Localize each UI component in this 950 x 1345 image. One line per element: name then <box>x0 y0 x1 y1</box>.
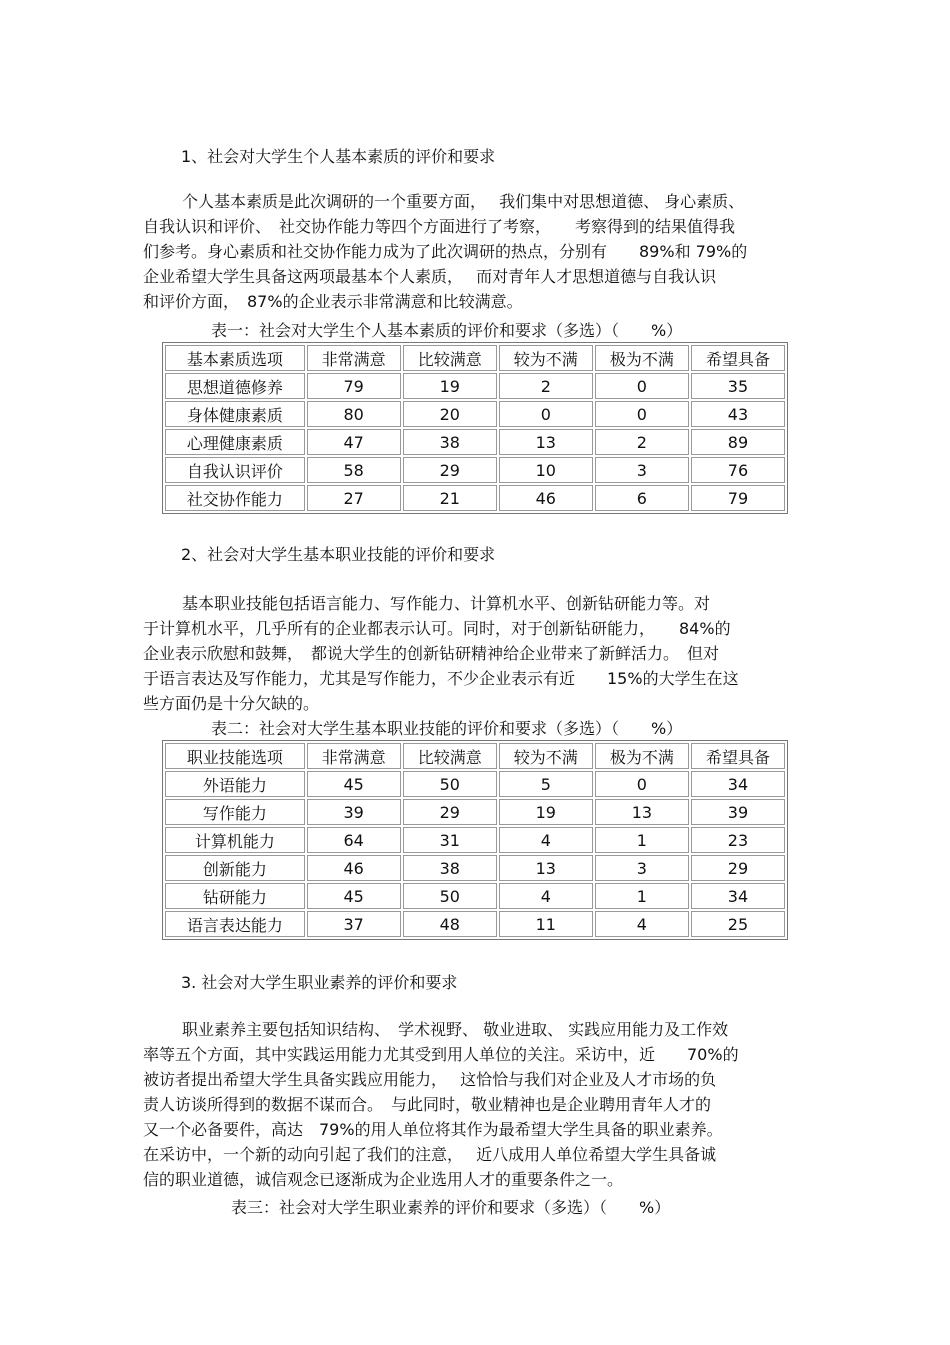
row-label: 外语能力 <box>165 771 305 797</box>
table-cell: 45 <box>307 883 401 909</box>
paragraph-line: 于计算机水平，几乎所有的企业都表示认可。同时，对于创新钻研能力， 84%的 <box>143 619 731 638</box>
table-header-row <box>165 743 785 769</box>
row-label: 钻研能力 <box>165 883 305 909</box>
table-cell: 6 <box>595 485 689 511</box>
table-cell: 27 <box>307 485 401 511</box>
row-label: 创新能力 <box>165 855 305 881</box>
table-cell: 13 <box>595 799 689 825</box>
paragraph-line: 责人访谈所得到的数据不谋而合。 与此同时，敬业精神也是企业聘用青年人才的 <box>143 1095 712 1114</box>
table-cell: 34 <box>691 771 785 797</box>
table-cell: 47 <box>307 429 401 455</box>
column-header: 非常满意 <box>307 743 401 769</box>
table-cell: 3 <box>595 457 689 483</box>
table-cell: 29 <box>403 799 497 825</box>
table-2 <box>162 740 788 940</box>
section-3-paragraph <box>143 1017 739 1192</box>
paragraph-line: 被访者提出希望大学生具备实践应用能力， 这恰恰与我们对企业及人才市场的负 <box>143 1070 717 1089</box>
row-label: 思想道德修养 <box>165 373 305 399</box>
table-cell: 4 <box>595 911 689 937</box>
column-header: 希望具备 <box>691 345 785 371</box>
column-header: 非常满意 <box>307 345 401 371</box>
table-cell: 46 <box>307 855 401 881</box>
table-row <box>165 827 785 853</box>
table-cell: 50 <box>403 883 497 909</box>
paragraph-line: 们参考。身心素质和社交协作能力成为了此次调研的热点，分别有 89%和 79%的 <box>143 242 748 261</box>
table-cell: 64 <box>307 827 401 853</box>
row-label: 计算机能力 <box>165 827 305 853</box>
paragraph-line: 于语言表达及写作能力，尤其是写作能力，不少企业表示有近 15%的大学生在这 <box>143 669 739 688</box>
table-cell: 13 <box>499 429 593 455</box>
table-cell: 38 <box>403 429 497 455</box>
column-header: 极为不满 <box>595 743 689 769</box>
column-header: 职业技能选项 <box>165 743 305 769</box>
table-cell: 79 <box>691 485 785 511</box>
column-header: 较为不满 <box>499 743 593 769</box>
table-cell: 19 <box>403 373 497 399</box>
table-cell: 43 <box>691 401 785 427</box>
paragraph-line: 个人基本素质是此次调研的一个重要方面， 我们集中对思想道德、 身心素质、 <box>182 192 745 211</box>
table-cell: 58 <box>307 457 401 483</box>
paragraph-line: 基本职业技能包括语言能力、写作能力、计算机水平、创新钻研能力等。对 <box>182 594 711 613</box>
paragraph-line: 自我认识和评价、 社交协作能力等四个方面进行了考察， 考察得到的结果值得我 <box>143 217 736 236</box>
table-cell: 13 <box>499 855 593 881</box>
table-cell: 29 <box>691 855 785 881</box>
table-cell: 76 <box>691 457 785 483</box>
table-row <box>165 911 785 937</box>
table-cell: 34 <box>691 883 785 909</box>
table-cell: 0 <box>595 401 689 427</box>
section-1-heading: 1、社会对大学生个人基本素质的评价和要求 <box>181 147 496 166</box>
row-label: 心理健康素质 <box>165 429 305 455</box>
paragraph-line: 又一个必备要件，高达 79%的用人单位将其作为最希望大学生具备的职业素养。 <box>143 1120 723 1139</box>
table-cell: 3 <box>595 855 689 881</box>
table-cell: 0 <box>595 373 689 399</box>
column-header: 极为不满 <box>595 345 689 371</box>
table-cell: 4 <box>499 827 593 853</box>
table-cell: 1 <box>595 827 689 853</box>
table-cell: 4 <box>499 883 593 909</box>
section-3-heading: 3. 社会对大学生职业素养的评价和要求 <box>181 973 458 992</box>
table-header-row <box>165 345 785 371</box>
table-cell: 39 <box>307 799 401 825</box>
table-cell: 48 <box>403 911 497 937</box>
table-cell: 5 <box>499 771 593 797</box>
table-row <box>165 429 785 455</box>
table-cell: 31 <box>403 827 497 853</box>
row-label: 写作能力 <box>165 799 305 825</box>
paragraph-line: 信的职业道德，诚信观念已逐渐成为企业选用人才的重要条件之一。 <box>143 1170 624 1189</box>
paragraph-line: 企业希望大学生具备这两项最基本个人素质， 而对青年人才思想道德与自我认识 <box>143 267 717 286</box>
row-label: 自我认识评价 <box>165 457 305 483</box>
table-row <box>165 457 785 483</box>
table-cell: 2 <box>499 373 593 399</box>
table-cell: 11 <box>499 911 593 937</box>
table-row <box>165 883 785 909</box>
table-cell: 23 <box>691 827 785 853</box>
table-cell: 45 <box>307 771 401 797</box>
table-cell: 20 <box>403 401 497 427</box>
table-cell: 89 <box>691 429 785 455</box>
table-cell: 0 <box>595 771 689 797</box>
table-cell: 79 <box>307 373 401 399</box>
column-header: 比较满意 <box>403 743 497 769</box>
table-cell: 25 <box>691 911 785 937</box>
table-cell: 0 <box>499 401 593 427</box>
table-row <box>165 373 785 399</box>
table-2-caption: 表二：社会对大学生基本职业技能的评价和要求（多选）（ %） <box>211 719 683 738</box>
table-cell: 10 <box>499 457 593 483</box>
table-row <box>165 799 785 825</box>
table-row <box>165 485 785 511</box>
paragraph-line: 职业素养主要包括知识结构、 学术视野、 敬业进取、 实践应用能力及工作效 <box>182 1020 729 1039</box>
row-label: 社交协作能力 <box>165 485 305 511</box>
paragraph-line: 企业表示欣慰和鼓舞， 都说大学生的创新钻研精神给企业带来了新鲜活力。 但对 <box>143 644 720 663</box>
column-header: 比较满意 <box>403 345 497 371</box>
paragraph-line: 些方面仍是十分欠缺的。 <box>143 694 320 713</box>
table-row <box>165 855 785 881</box>
table-cell: 50 <box>403 771 497 797</box>
table-row <box>165 401 785 427</box>
table-cell: 2 <box>595 429 689 455</box>
table-cell: 38 <box>403 855 497 881</box>
section-1-paragraph <box>143 189 747 314</box>
table-cell: 37 <box>307 911 401 937</box>
column-header: 较为不满 <box>499 345 593 371</box>
paragraph-line: 在采访中，一个新的动向引起了我们的注意， 近八成用人单位希望大学生具备诚 <box>143 1145 717 1164</box>
section-2-heading: 2、社会对大学生基本职业技能的评价和要求 <box>181 545 496 564</box>
column-header: 基本素质选项 <box>165 345 305 371</box>
section-2-paragraph <box>143 591 739 716</box>
table-row <box>165 771 785 797</box>
paragraph-line: 率等五个方面，其中实践运用能力尤其受到用人单位的关注。采访中，近 70%的 <box>143 1045 739 1064</box>
table-cell: 21 <box>403 485 497 511</box>
paragraph-line: 和评价方面， 87%的企业表示非常满意和比较满意。 <box>143 292 523 311</box>
table-3-caption: 表三：社会对大学生职业素养的评价和要求（多选）（ %） <box>231 1198 671 1217</box>
table-cell: 29 <box>403 457 497 483</box>
column-header: 希望具备 <box>691 743 785 769</box>
table-cell: 80 <box>307 401 401 427</box>
row-label: 语言表达能力 <box>165 911 305 937</box>
table-cell: 46 <box>499 485 593 511</box>
table-cell: 1 <box>595 883 689 909</box>
table-cell: 19 <box>499 799 593 825</box>
table-1-caption: 表一：社会对大学生个人基本素质的评价和要求（多选）（ %） <box>211 321 683 340</box>
row-label: 身体健康素质 <box>165 401 305 427</box>
table-cell: 39 <box>691 799 785 825</box>
table-1 <box>162 342 788 514</box>
table-cell: 35 <box>691 373 785 399</box>
